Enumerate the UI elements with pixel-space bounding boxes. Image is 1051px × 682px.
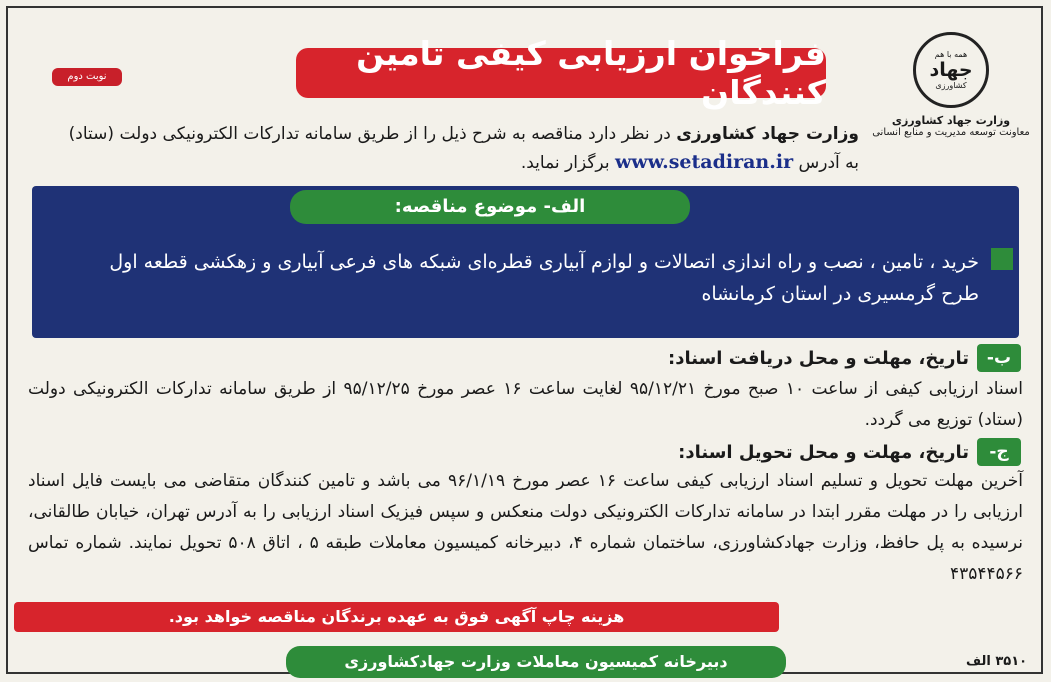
secretariat-banner: دبیرخانه کمیسیون معاملات وزارت جهادکشاورزی <box>286 646 786 678</box>
section-b-text: اسناد ارزیابی کیفی از ساعت ۱۰ صبح مورخ ۹۵/۱۲/۲۱ لغایت ساعت ۱۶ عصر مورخ ۹۵/۱۲/۲۵ از طریق سامانه تدارکات الکترونیکی دولت (ستاد) توزیع می گردد. <box>28 379 1023 430</box>
logo-main-text: جهاد <box>929 59 973 81</box>
cost-notice: هزینه چاپ آگهی فوق به عهده برندگان مناقصه خواهد بود. <box>14 602 779 632</box>
intro-text-1: در نظر دارد مناقصه به شرح ذیل را از طریق سامانه تدارکات الکترونیکی دولت (ستاد) به آدرس <box>68 124 859 173</box>
section-b-header <box>668 344 1021 372</box>
section-c-header <box>678 438 1021 466</box>
section-b-title: تاریخ، مهلت و محل دریافت اسناد: <box>668 347 969 369</box>
logo-deputy-name: معاونت توسعه مدیریت و منابع انسانی <box>872 127 1030 138</box>
intro-org: وزارت جهاد کشاورزی <box>676 124 859 144</box>
ministry-logo <box>871 32 1031 138</box>
section-c-label: ج- <box>977 438 1021 466</box>
bullet-square-icon <box>991 248 1013 270</box>
jihad-emblem-icon <box>913 32 989 108</box>
intro-paragraph <box>54 120 859 177</box>
section-c-title: تاریخ، مهلت و محل تحویل اسناد: <box>678 441 969 463</box>
section-c-text: آخرین مهلت تحویل و تسلیم اسناد ارزیابی کیفی ساعت ۱۶ عصر مورخ ۹۶/۱/۱۹ می باشد و تامین کنندگان متقاضی می بایست فایل اسناد ارزیابی را در مهلت مقرر ابتدا در سامانه تدارکات الکترونیکی دولت منعکس و سپس فیزیک اسناد ارزیابی را به آدرس تهران، خیابان طالقانی، نرسیده به پل حافظ، وزارت جهادکشاورزی، ساختمان شماره ۴، دبیرخانه کمیسیون معاملات طبقه ۵ ، اتاق ۵۰۸ تحویل نمایند. شماره تماس ۴۳۵۴۴۵۶۶ <box>28 471 1023 584</box>
ad-reference-number: ۳۵۱۰ الف <box>966 654 1028 669</box>
logo-ministry-name: وزارت جهاد کشاورزی <box>891 114 1011 127</box>
logo-top-text: همه با هم <box>934 50 968 59</box>
logo-sub-text: کشاورزی <box>935 81 967 90</box>
intro-text-2: برگزار نماید. <box>520 153 615 173</box>
section-b-label: ب- <box>977 344 1021 372</box>
page-title: فراخوان ارزیابی کیفی تامین کنندگان <box>296 48 826 98</box>
round-badge: نوبت دوم <box>52 68 122 86</box>
subject-text: خرید ، تامین ، نصب و راه اندازی اتصالات و لوازم آبیاری قطره‌ای شبکه های فرعی آبیاری و زهکشی قطعه اول طرح گرمسیری در استان کرمانشاه <box>109 251 979 305</box>
subject-heading: الف- موضوع مناقصه: <box>290 190 690 224</box>
setad-link[interactable]: www.setadiran.ir <box>614 151 794 173</box>
